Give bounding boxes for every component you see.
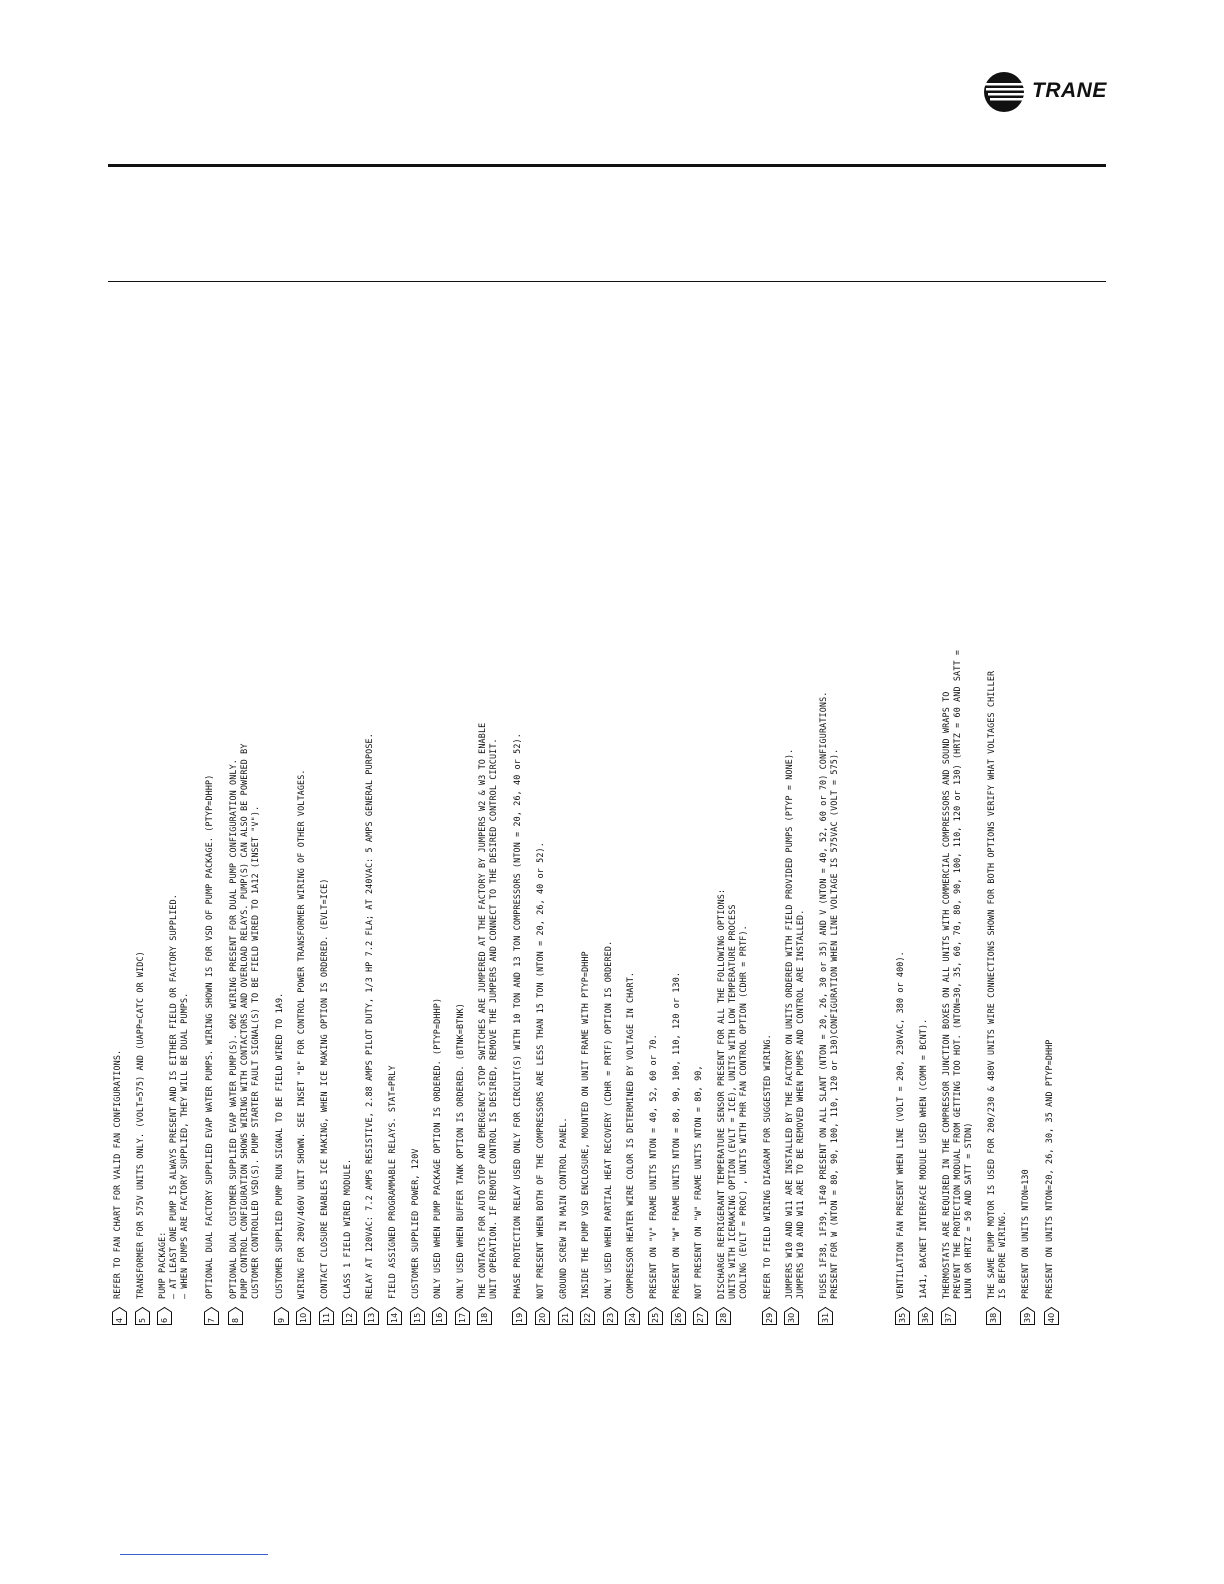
note-flag-icon [784, 1307, 799, 1325]
note-text [342, 1159, 353, 1299]
note-flag-icon [410, 1307, 425, 1325]
note-text [364, 733, 375, 1299]
note-text [112, 1050, 123, 1299]
note-item [918, 1019, 933, 1325]
note-line: CUSTOMER SUPPLIED PUMP RUN SIGNAL TO BE FIELD WIRED TO 1A9. [274, 992, 284, 1299]
note-text [762, 1034, 773, 1299]
note-number: 23 [606, 1312, 615, 1323]
note-text [1020, 1169, 1031, 1299]
note-item [693, 1065, 708, 1325]
note-line: JUMPERS W10 AND W11 ARE TO BE REMOVED WHEN PUMPS AND CONTROL ARE INSTALLED. [795, 909, 805, 1299]
note-number: 12 [345, 1312, 354, 1323]
note-number: 4 [115, 1317, 124, 1323]
note-number: 10 [299, 1312, 308, 1323]
note-flag-icon [762, 1307, 777, 1325]
note-line: JUMPERS W10 AND W11 ARE INSTALLED BY THE FACTORY ON UNITS ORDERED WITH FIELD PROVIDED PUMPS (PTYP = NONE). [784, 748, 794, 1299]
note-text [693, 1065, 704, 1299]
note-line: – WHEN PUMPS ARE FACTORY SUPPLIED, THEY WILL BE DUAL PUMPS. [179, 992, 189, 1299]
note-text [941, 650, 974, 1299]
note-flag-icon [818, 1307, 833, 1325]
note-line: FIELD ASSIGNED PROGRAMMABLE RELAYS. STAT=PRLY [387, 1065, 397, 1299]
note-text [558, 1117, 569, 1299]
note-flag-icon [941, 1307, 956, 1325]
trane-globe-icon [982, 70, 1028, 114]
note-line: – AT LEAST ONE PUMP IS ALWAYS PRESENT AND IS EITHER FIELD OR FACTORY SUPPLIED. [168, 894, 178, 1299]
note-text [648, 1034, 659, 1299]
note-number: 9 [277, 1317, 286, 1323]
note-text [135, 951, 146, 1299]
note-text [274, 993, 285, 1299]
note-item [228, 743, 261, 1325]
note-text [671, 972, 682, 1299]
note-text [625, 972, 636, 1299]
note-item [716, 889, 749, 1325]
header-rule-thick [108, 164, 1106, 167]
note-flag-icon [625, 1307, 640, 1325]
note-flag-icon [558, 1307, 573, 1325]
note-flag-icon [157, 1307, 172, 1325]
note-line: THE SAME PUMP MOTOR IS USED FOR 200/230 & 480V UNITS WIRE CONNECTIONS SHOWN FOR BOTH OPTIONS VERIFY WHAT VOLTAGES CHILLER [986, 670, 996, 1299]
note-line: PHASE PROTECTION RELAY USED ONLY FOR CIRCUIT(S) WITH 10 TON AND 13 TON COMPRESSORS (NTON = 20, 26, 40 or 52). [512, 733, 522, 1299]
note-item [112, 1050, 127, 1325]
note-number: 18 [480, 1312, 489, 1323]
note-number: 39 [1023, 1312, 1032, 1323]
note-item [671, 972, 686, 1325]
note-line: CUSTOMER CONTROLLED VSD(S). PUMP STARTER FAULT SIGNAL(S) TO BE FIELD WIRED TO 1A12 (INSET "V"). [250, 805, 260, 1299]
note-item [625, 972, 640, 1325]
note-text [387, 1065, 398, 1299]
note-line: ONLY USED WHEN PARTIAL HEAT RECOVERY (CDHR = PRTF) OPTION IS ORDERED. [603, 940, 613, 1299]
note-item [387, 1065, 402, 1325]
note-item [135, 951, 150, 1325]
note-item [274, 993, 289, 1325]
note-item [296, 769, 311, 1325]
note-item [1020, 1169, 1035, 1325]
note-number: 17 [458, 1312, 467, 1323]
note-item [342, 1159, 357, 1325]
note-flag-icon [204, 1307, 219, 1325]
note-flag-icon [648, 1307, 663, 1325]
note-item [941, 650, 974, 1325]
note-line: COMPRESSOR HEATER WIRE COLOR IS DETERMINED BY VOLTAGE IN CHART. [625, 971, 635, 1299]
note-line: UNITS WITH ICEMAKING OPTION (EVLT = ICE), UNITS WITH LOW TEMPERATURE PROCESS [727, 904, 737, 1299]
note-flag-icon [296, 1307, 311, 1325]
note-flag-icon [1020, 1307, 1035, 1325]
note-item [818, 692, 840, 1325]
note-line: GROUND SCREW IN MAIN CONTROL PANEL. [558, 1117, 568, 1299]
note-flag-icon [274, 1307, 289, 1325]
note-number: 22 [583, 1312, 592, 1323]
note-line: PRESENT ON UNITS NTON=20, 26, 30, 35 AND PTYP=DHHP [1044, 1039, 1054, 1299]
note-line: TRANSFORMER FOR 575V UNITS ONLY. (VOLT=575) AND (UAPP=CATC OR WIDC) [135, 951, 145, 1299]
note-item [895, 951, 910, 1325]
note-item [512, 733, 527, 1325]
note-item [157, 894, 190, 1325]
note-item [455, 1003, 470, 1325]
note-item [1044, 1039, 1059, 1325]
trane-logo [982, 70, 1112, 114]
note-number: 11 [322, 1312, 331, 1323]
wiring-notes-list [112, 575, 1056, 1325]
note-line: 1A41, BACNET INTERFACE MODULE USED WHEN (COMM = BCNT). [918, 1018, 928, 1299]
note-flag-icon [918, 1307, 933, 1325]
note-line: PREVENT THE PROTECTION MODUAL FROM GETTING TOO HOT. (NTON=30, 35, 60, 70, 80, 90, 100, 110, 120 or 130) (HRTZ = 60 AND SATT = [952, 649, 962, 1299]
note-number: 19 [515, 1312, 524, 1323]
note-line: THERMOSTATS ARE REQUIRED IN THE COMPRESSOR JUNCTION BOXES ON ALL UNITS WITH COMMERCIAL COMPRESSORS AND SOUND WRAPS TO [941, 691, 951, 1299]
note-number: 20 [538, 1312, 547, 1323]
note-number: 28 [719, 1312, 728, 1323]
note-text [157, 894, 190, 1299]
note-flag-icon [477, 1307, 492, 1325]
note-flag-icon [535, 1307, 550, 1325]
note-number: 40 [1047, 1312, 1056, 1323]
note-text [477, 723, 499, 1299]
note-line: PUMP CONTROL CONFIGURATION SHOWS WIRING WITH CONTACTORS AND OVERLOAD RELAYS. PUMP(S) CAN ALSO BE POWERED BY [239, 743, 249, 1299]
note-line: ONLY USED WHEN PUMP PACKAGE OPTION IS ORDERED. (PTYP=DHHP) [432, 997, 442, 1299]
note-number: 13 [367, 1312, 376, 1323]
note-flag-icon [512, 1307, 527, 1325]
note-number: 7 [207, 1317, 216, 1323]
note-number: 5 [138, 1317, 147, 1323]
note-text [432, 998, 443, 1299]
note-text [512, 733, 523, 1299]
note-flag-icon [716, 1307, 731, 1325]
note-number: 27 [696, 1312, 705, 1323]
note-item [558, 1117, 573, 1325]
note-line: PRESENT FOR W (NTON = 80, 90, 100, 110, 120 or 130)CONFIGURATION WHEN LINE VOLTAGE IS 575VAC (VOLT = 575). [829, 748, 839, 1299]
note-text [784, 749, 806, 1299]
note-number: 36 [921, 1312, 930, 1323]
note-flag-icon [986, 1307, 1001, 1325]
note-line: LNUN OR HRTZ = 50 AND SATT = STDN) [963, 1122, 973, 1299]
note-text [986, 671, 1008, 1299]
note-line: VENTILATION FAN PRESENT WHEN LINE (VOLT = 200, 230VAC, 380 or 400). [895, 951, 905, 1299]
note-text [1044, 1039, 1055, 1299]
note-item [580, 951, 595, 1325]
note-flag-icon [228, 1307, 243, 1325]
note-line: UNIT OPERATION. IF REMOTE CONTROL IS DESIRED, REMOVE THE JUMPERS AND CONNECT TO THE DESIRED CONTROL CIRCUIT. [488, 738, 498, 1299]
note-text [455, 1003, 466, 1299]
note-line: FUSES 1F38, 1F39, 1F40 PRESENT ON ALL SLANT (NTON = 20, 26, 30 or 35) AND V (NTON = 40, 52, 60 or 70) CONFIGURATIONS. [818, 691, 828, 1299]
note-text [410, 1148, 421, 1299]
note-number: 8 [231, 1317, 240, 1323]
note-item [432, 998, 447, 1325]
note-item [319, 878, 334, 1325]
note-text [716, 889, 749, 1299]
note-text [603, 941, 614, 1299]
note-line: COOLING (EVLT = PROC) , UNITS WITH PHR FAN CONTROL OPTION (CDHR = PRTF). [738, 925, 748, 1299]
note-line: REFER TO FIELD WIRING DIAGRAM FOR SUGGESTED WIRING. [762, 1034, 772, 1299]
note-text [535, 842, 546, 1299]
note-line: CLASS 1 FIELD WIRED MODULE. [342, 1158, 352, 1299]
note-item [603, 941, 618, 1325]
note-line: ONLY USED WHEN BUFFER TANK OPTION IS ORDERED. (BTNK=BTNK) [455, 1003, 465, 1299]
note-number: 26 [674, 1312, 683, 1323]
note-item [535, 842, 550, 1325]
note-line: RELAY AT 120VAC: 7.2 AMPS RESISTIVE, 2.88 AMPS PILOT DUTY, 1/3 HP 7.2 FLA; AT 240VAC: 5 AMPS GENERAL PURPOSE. [364, 733, 374, 1299]
note-number: 21 [561, 1312, 570, 1323]
note-line: WIRING FOR 200V/460V UNIT SHOWN. SEE INSET "B" FOR CONTROL POWER TRANSFORMER WIRING OF OTHER VOLTAGES. [296, 769, 306, 1299]
note-number: 38 [989, 1312, 998, 1323]
note-line: NOT PRESENT ON "W" FRAME UNITS NTON = 80, 90, [693, 1065, 703, 1299]
note-line: OPTIONAL DUAL FACTORY SUPPLIED EVAP WATER PUMPS. WIRING SHOWN IS FOR VSD OF PUMP PACKAGE. (PTYP=DHHP) [204, 774, 214, 1299]
note-line: CUSTOMER SUPPLIED POWER, 120V [410, 1148, 420, 1299]
note-item [784, 749, 806, 1325]
note-line: INSIDE THE PUMP VSD ENCLOSURE, MOUNTED ON UNIT FRAME WITH PTYP=DHHP [580, 951, 590, 1299]
note-flag-icon [895, 1307, 910, 1325]
note-item [410, 1148, 425, 1325]
note-number: 37 [944, 1312, 953, 1323]
note-line: PRESENT ON "V" FRAME UNITS NTON = 40, 52, 60 or 70. [648, 1034, 658, 1299]
note-number: 14 [390, 1312, 399, 1323]
note-number: 31 [821, 1312, 830, 1323]
note-number: 29 [765, 1312, 774, 1323]
note-item [477, 723, 499, 1325]
note-line: PRESENT ON UNITS NTON=130 [1020, 1169, 1030, 1299]
note-text [895, 951, 906, 1299]
note-number: 30 [787, 1312, 796, 1323]
note-flag-icon [432, 1307, 447, 1325]
note-flag-icon [387, 1307, 402, 1325]
note-number: 35 [898, 1312, 907, 1323]
note-line: IS BEFORE WIRING. [997, 1210, 1007, 1299]
footer-link-underline [120, 1554, 268, 1555]
note-number: 24 [628, 1312, 637, 1323]
note-number: 15 [413, 1312, 422, 1323]
note-number: 25 [651, 1312, 660, 1323]
note-flag-icon [112, 1307, 127, 1325]
note-line: NOT PRESENT WHEN BOTH OF THE COMPRESSORS ARE LESS THAN 15 TON (NTON = 20, 26, 40 or 52). [535, 842, 545, 1299]
note-line: PUMP PACKAGE: [157, 1231, 167, 1299]
note-flag-icon [319, 1307, 334, 1325]
note-flag-icon [135, 1307, 150, 1325]
note-number: 16 [435, 1312, 444, 1323]
header-rule-thin [108, 281, 1106, 282]
note-item [648, 1034, 663, 1325]
brand-name: TRANE [1032, 79, 1107, 102]
note-item [762, 1034, 777, 1325]
note-item [364, 733, 379, 1325]
note-flag-icon [455, 1307, 470, 1325]
note-flag-icon [364, 1307, 379, 1325]
note-line: CONTACT CLOSURE ENABLES ICE MAKING, WHEN ICE MAKING OPTION IS ORDERED. (EVLT=ICE) [319, 878, 329, 1299]
note-text [918, 1019, 929, 1299]
note-text [319, 878, 330, 1299]
note-line: DISCHARGE REFRIGERANT TEMPERATURE SENSOR PRESENT FOR ALL THE FOLLOWING OPTIONS: [716, 888, 726, 1299]
note-line: PRESENT ON "W" FRAME UNITS NTON = 80, 90, 100, 110, 120 or 130. [671, 971, 681, 1299]
note-flag-icon [580, 1307, 595, 1325]
note-text [580, 951, 591, 1299]
note-line: THE CONTACTS FOR AUTO STOP AND EMERGENCY STOP SWITCHES ARE JUMPERED AT THE FACTORY BY JUMPERS W2 & W3 TO ENABLE [477, 722, 487, 1299]
note-text [228, 743, 261, 1299]
note-text [296, 769, 307, 1299]
wiring-notes-frame [112, 575, 1056, 1325]
note-text [818, 692, 840, 1299]
note-flag-icon [1044, 1307, 1059, 1325]
note-item [986, 671, 1008, 1325]
note-text [204, 775, 215, 1299]
note-flag-icon [671, 1307, 686, 1325]
note-flag-icon [342, 1307, 357, 1325]
note-flag-icon [603, 1307, 618, 1325]
note-number: 6 [160, 1317, 169, 1323]
note-flag-icon [693, 1307, 708, 1325]
note-line: REFER TO FAN CHART FOR VALID FAN CONFIGURATIONS. [112, 1049, 122, 1299]
note-line: OPTIONAL DUAL CUSTOMER SUPPLIED EVAP WATER PUMP(S). 6M2 WIRING PRESENT FOR DUAL PUMP CONFIGURATION ONLY. [228, 759, 238, 1299]
note-item [204, 775, 219, 1325]
